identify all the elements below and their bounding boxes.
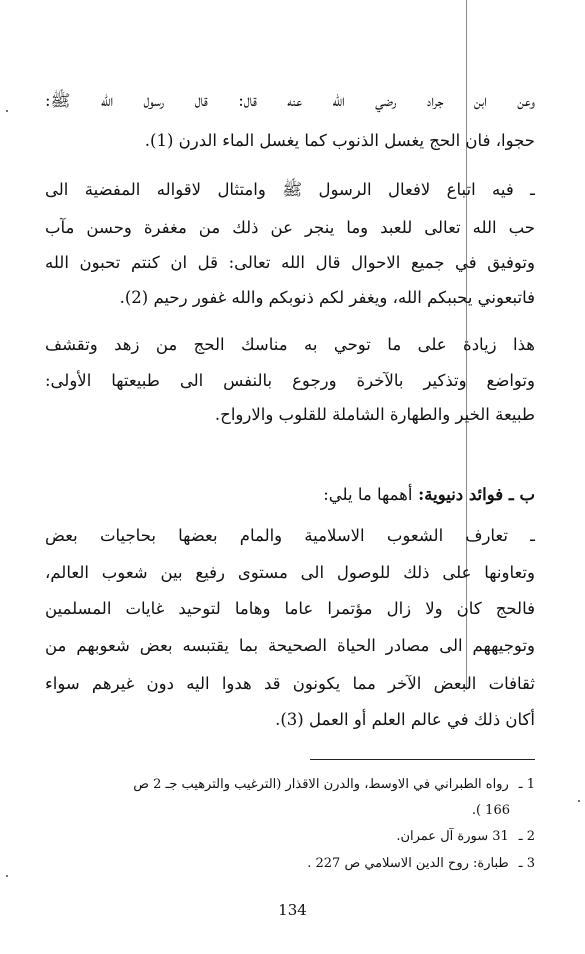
footnote-2 bbox=[45, 826, 535, 848]
paragraph-4-line: فالحج كان ولا زال مؤتمرا عاما وهاما لتوحيد غايات المسلمين bbox=[45, 599, 535, 618]
paragraph-4-line: وتعاونها على ذلك للوصول الى مستوى رفيع بين شعوب العالم، bbox=[45, 563, 535, 582]
paragraph-3-line: هذا زيادة على ما توحي به مناسك الحج من زهد وتقشف bbox=[45, 335, 535, 354]
paragraph-3-line: طبيعة الخير والطهارة الشاملة للقلوب والارواح. bbox=[214, 405, 535, 424]
section-heading-rest: أهمها ما يلي: bbox=[323, 485, 413, 504]
paragraph-2-line: فاتبعوني يحببكم الله، ويغفر لكم ذنوبكم والله غفور رحيم (2). bbox=[119, 288, 535, 307]
paragraph-1-line: حجوا، فان الحج يغسل الذنوب كما يغسل الماء الدرن (1). bbox=[144, 131, 535, 150]
paragraph-4-line: ثقافات البعض الآخر مما يكونون قد هدوا اليه دون غيرهم سواء bbox=[45, 674, 535, 693]
footnote-text: طبارة: روح الدين الاسلامي ص 227 . bbox=[307, 856, 509, 871]
footnote-number: 2 ـ bbox=[518, 829, 535, 844]
paragraph-4-line: أكان ذلك في عالم العلم أو العمل (3). bbox=[275, 710, 535, 729]
scan-speck bbox=[6, 875, 8, 877]
paragraph-4-line: ـ تعارف الشعوب الاسلامية والمام بعضها بحاجيات بعض bbox=[45, 526, 535, 545]
page-number: 134 bbox=[278, 901, 307, 919]
footnote-3 bbox=[45, 853, 535, 875]
footnote-number: 3 ـ bbox=[518, 856, 535, 871]
footnote-number: 1 ـ bbox=[518, 777, 535, 792]
scan-speck bbox=[6, 110, 8, 112]
paragraph-2-line: حب الله تعالى للعبد وما ينجر عن ذلك من مغفرة وحسن مآب bbox=[45, 218, 535, 237]
paragraph-2-line: ـ فيه اتباع لافعال الرسول ﷺ وامتثال لاقواله المفضية الى bbox=[45, 180, 535, 199]
section-heading-lead: ب ـ فوائد دنيوية: bbox=[418, 485, 535, 504]
paragraph-4-line: وتوجيههم الى مصادر الحياة الصحيحة بما يقتبسه بعض شعوبهم من bbox=[45, 636, 535, 655]
footnote-1 bbox=[45, 774, 535, 796]
footnote-1-continuation: 166 ). bbox=[471, 803, 510, 818]
paragraph-1-line: وعن ابن جراد رضي الله عنه قال: قال رسول الله ﷺ: bbox=[45, 91, 535, 110]
footnote-separator bbox=[310, 759, 535, 760]
section-heading bbox=[45, 480, 535, 510]
scan-speck bbox=[578, 800, 580, 802]
footnote-text: رواه الطبراني في الاوسط، والدرن الاقذار (الترغيب والترهيب جـ 2 ص bbox=[133, 777, 509, 792]
paragraph-3-line: وتواضع وتذكير بالآخرة ورجوع بالنفس الى طبيعتها الأولى: bbox=[45, 371, 535, 390]
footnote-text: 31 سورة آل عمران. bbox=[396, 829, 509, 844]
paragraph-2-line: وتوفيق في جميع الاحوال قال الله تعالى: قل ان كنتم تحبون الله bbox=[45, 253, 535, 272]
